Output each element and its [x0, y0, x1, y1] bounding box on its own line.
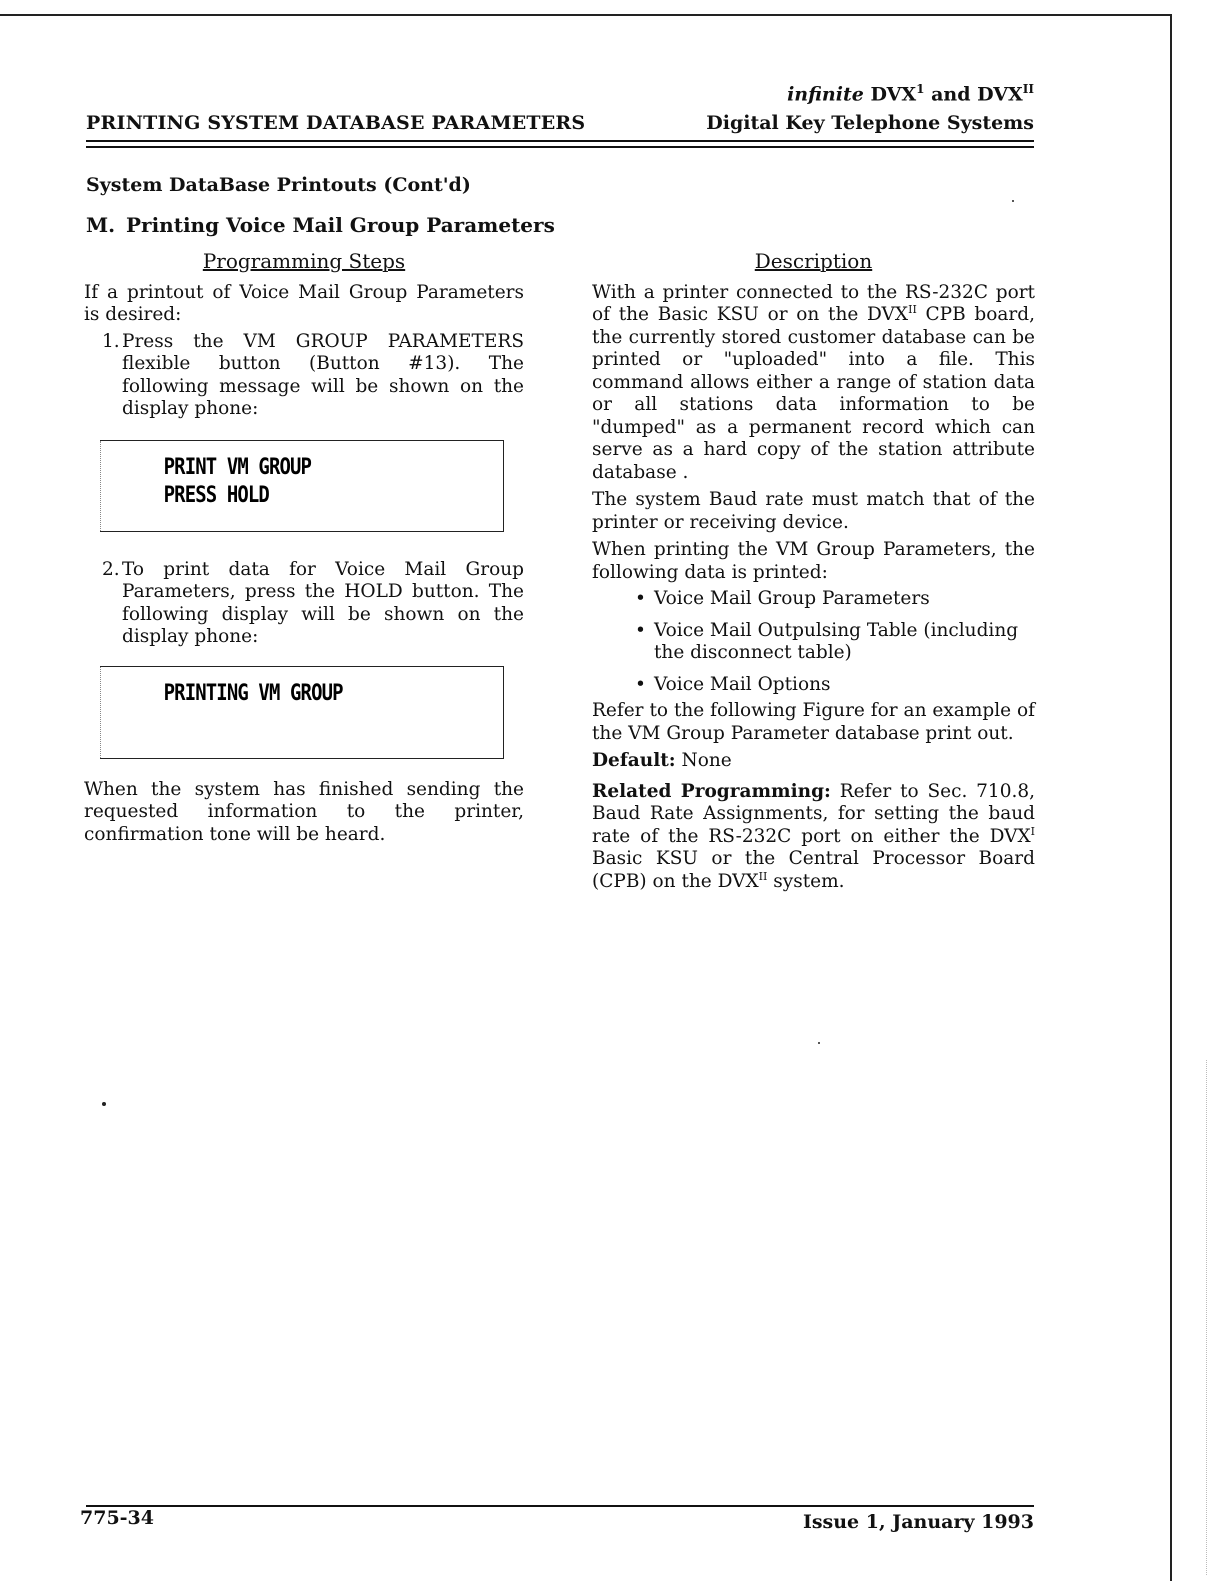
bullet-dot: •	[635, 619, 646, 641]
step-text: To print data for Voice Mail Group Parameters, press the HOLD button. The following display will be shown on the display phone:	[122, 558, 524, 647]
header-rule-double	[86, 146, 1034, 148]
bullet-dot: •	[635, 673, 646, 695]
closing-paragraph: When the system has finished sending the requested information to the printer, confirmation tone will be heard.	[84, 778, 524, 845]
p1-part-a: With a printer connected to the RS-232C port of the Basic KSU or on the DVX	[592, 281, 1035, 325]
related-label: Related Programming:	[592, 780, 831, 802]
default-label: Default:	[592, 750, 676, 771]
brand-name: infinite	[787, 83, 864, 106]
description-paragraph-3: When printing the VM Group Parameters, the following data is printed:	[592, 539, 1035, 583]
intro-paragraph: If a printout of Voice Mail Group Parameters is desired:	[84, 281, 524, 325]
issue-date: Issue 1, January 1993	[802, 1511, 1034, 1533]
related-part-c: system.	[773, 870, 845, 892]
subsection-title: Printing Voice Mail Group Parameters	[126, 213, 555, 237]
scan-edge	[1206, 1060, 1207, 1575]
product-1-sup: 1	[916, 82, 925, 96]
section-title: System DataBase Printouts (Cont'd)	[86, 174, 471, 196]
printed-data-list	[592, 588, 1035, 696]
step-2	[84, 559, 524, 649]
page-frame-right	[1170, 14, 1172, 1581]
description-paragraph-4: Refer to the following Figure for an example of the VM Group Parameter database print out.	[592, 700, 1035, 744]
list-item	[592, 588, 1035, 611]
list-item-text: Voice Mail Group Parameters	[654, 588, 930, 609]
related-programming	[592, 781, 1035, 894]
lcd-display-2	[100, 666, 504, 759]
product-2: DVX	[977, 83, 1023, 106]
lcd-line-1: PRINTING VM GROUP	[163, 680, 343, 706]
description-paragraph-2: The system Baud rate must match that of the printer or receiving device.	[592, 489, 1035, 533]
related-part-b: Basic KSU or the Central Processor Board (CPB) on the DVX	[592, 848, 1035, 892]
scan-speck	[1012, 200, 1014, 202]
description-paragraph-1	[592, 282, 1035, 485]
step-1	[84, 331, 524, 421]
header-rule	[86, 140, 1034, 142]
running-header-product	[787, 82, 1034, 105]
default-value: None	[681, 750, 732, 771]
and-word: and	[931, 83, 971, 106]
subsection-heading	[86, 213, 555, 237]
programming-steps-column	[84, 250, 524, 846]
bullet-dot: •	[635, 588, 646, 609]
description-column	[592, 250, 1035, 893]
product-1: DVX	[870, 83, 917, 106]
related-sup-2: II	[758, 869, 768, 883]
related-part-a: Refer to Sec. 710.8, Baud Rate Assignments, for setting the baud rate of the RS-232C port on either the DVX	[592, 780, 1036, 847]
p1-part-b: CPB board, the currently stored customer database can be printed or "uploaded" into a file. This command allows either a range of station data or all stations data information to be "dumped" as a permanent record which can serve as a hard copy of the station attribute database .	[592, 304, 1035, 483]
list-item-text: Voice Mail Options	[654, 673, 831, 695]
page-frame-top	[0, 14, 1172, 16]
list-item	[592, 620, 1035, 665]
running-header-right: Digital Key Telephone Systems	[706, 112, 1034, 134]
subsection-letter: M.	[86, 213, 116, 237]
running-header-left: PRINTING SYSTEM DATABASE PARAMETERS	[86, 112, 586, 134]
description-heading: Description	[754, 249, 873, 273]
scan-speck	[818, 1042, 820, 1044]
page-number: 775-34	[80, 1507, 154, 1529]
lcd-display-1	[100, 440, 504, 532]
product-2-sup: II	[1022, 82, 1034, 96]
programming-steps-heading: Programming Steps	[202, 249, 406, 273]
step-text: Press the VM GROUP PARAMETERS flexible button (Button #13). The following message will be shown on the display phone:	[122, 330, 524, 419]
footer-rule	[86, 1505, 1034, 1507]
step-number: 2.	[102, 558, 120, 580]
scan-speck	[102, 1102, 106, 1106]
list-item	[592, 674, 1035, 697]
step-number: 1.	[102, 330, 120, 352]
list-item-text: Voice Mail Outpulsing Table (including the disconnect table)	[654, 619, 1019, 663]
lcd-line-1: PRINT VM GROUP	[163, 454, 312, 480]
related-sup-1: I	[1030, 824, 1035, 838]
lcd-line-2: PRESS HOLD	[163, 483, 269, 508]
p1-superscript: II	[908, 302, 917, 316]
default-line	[592, 750, 1035, 773]
